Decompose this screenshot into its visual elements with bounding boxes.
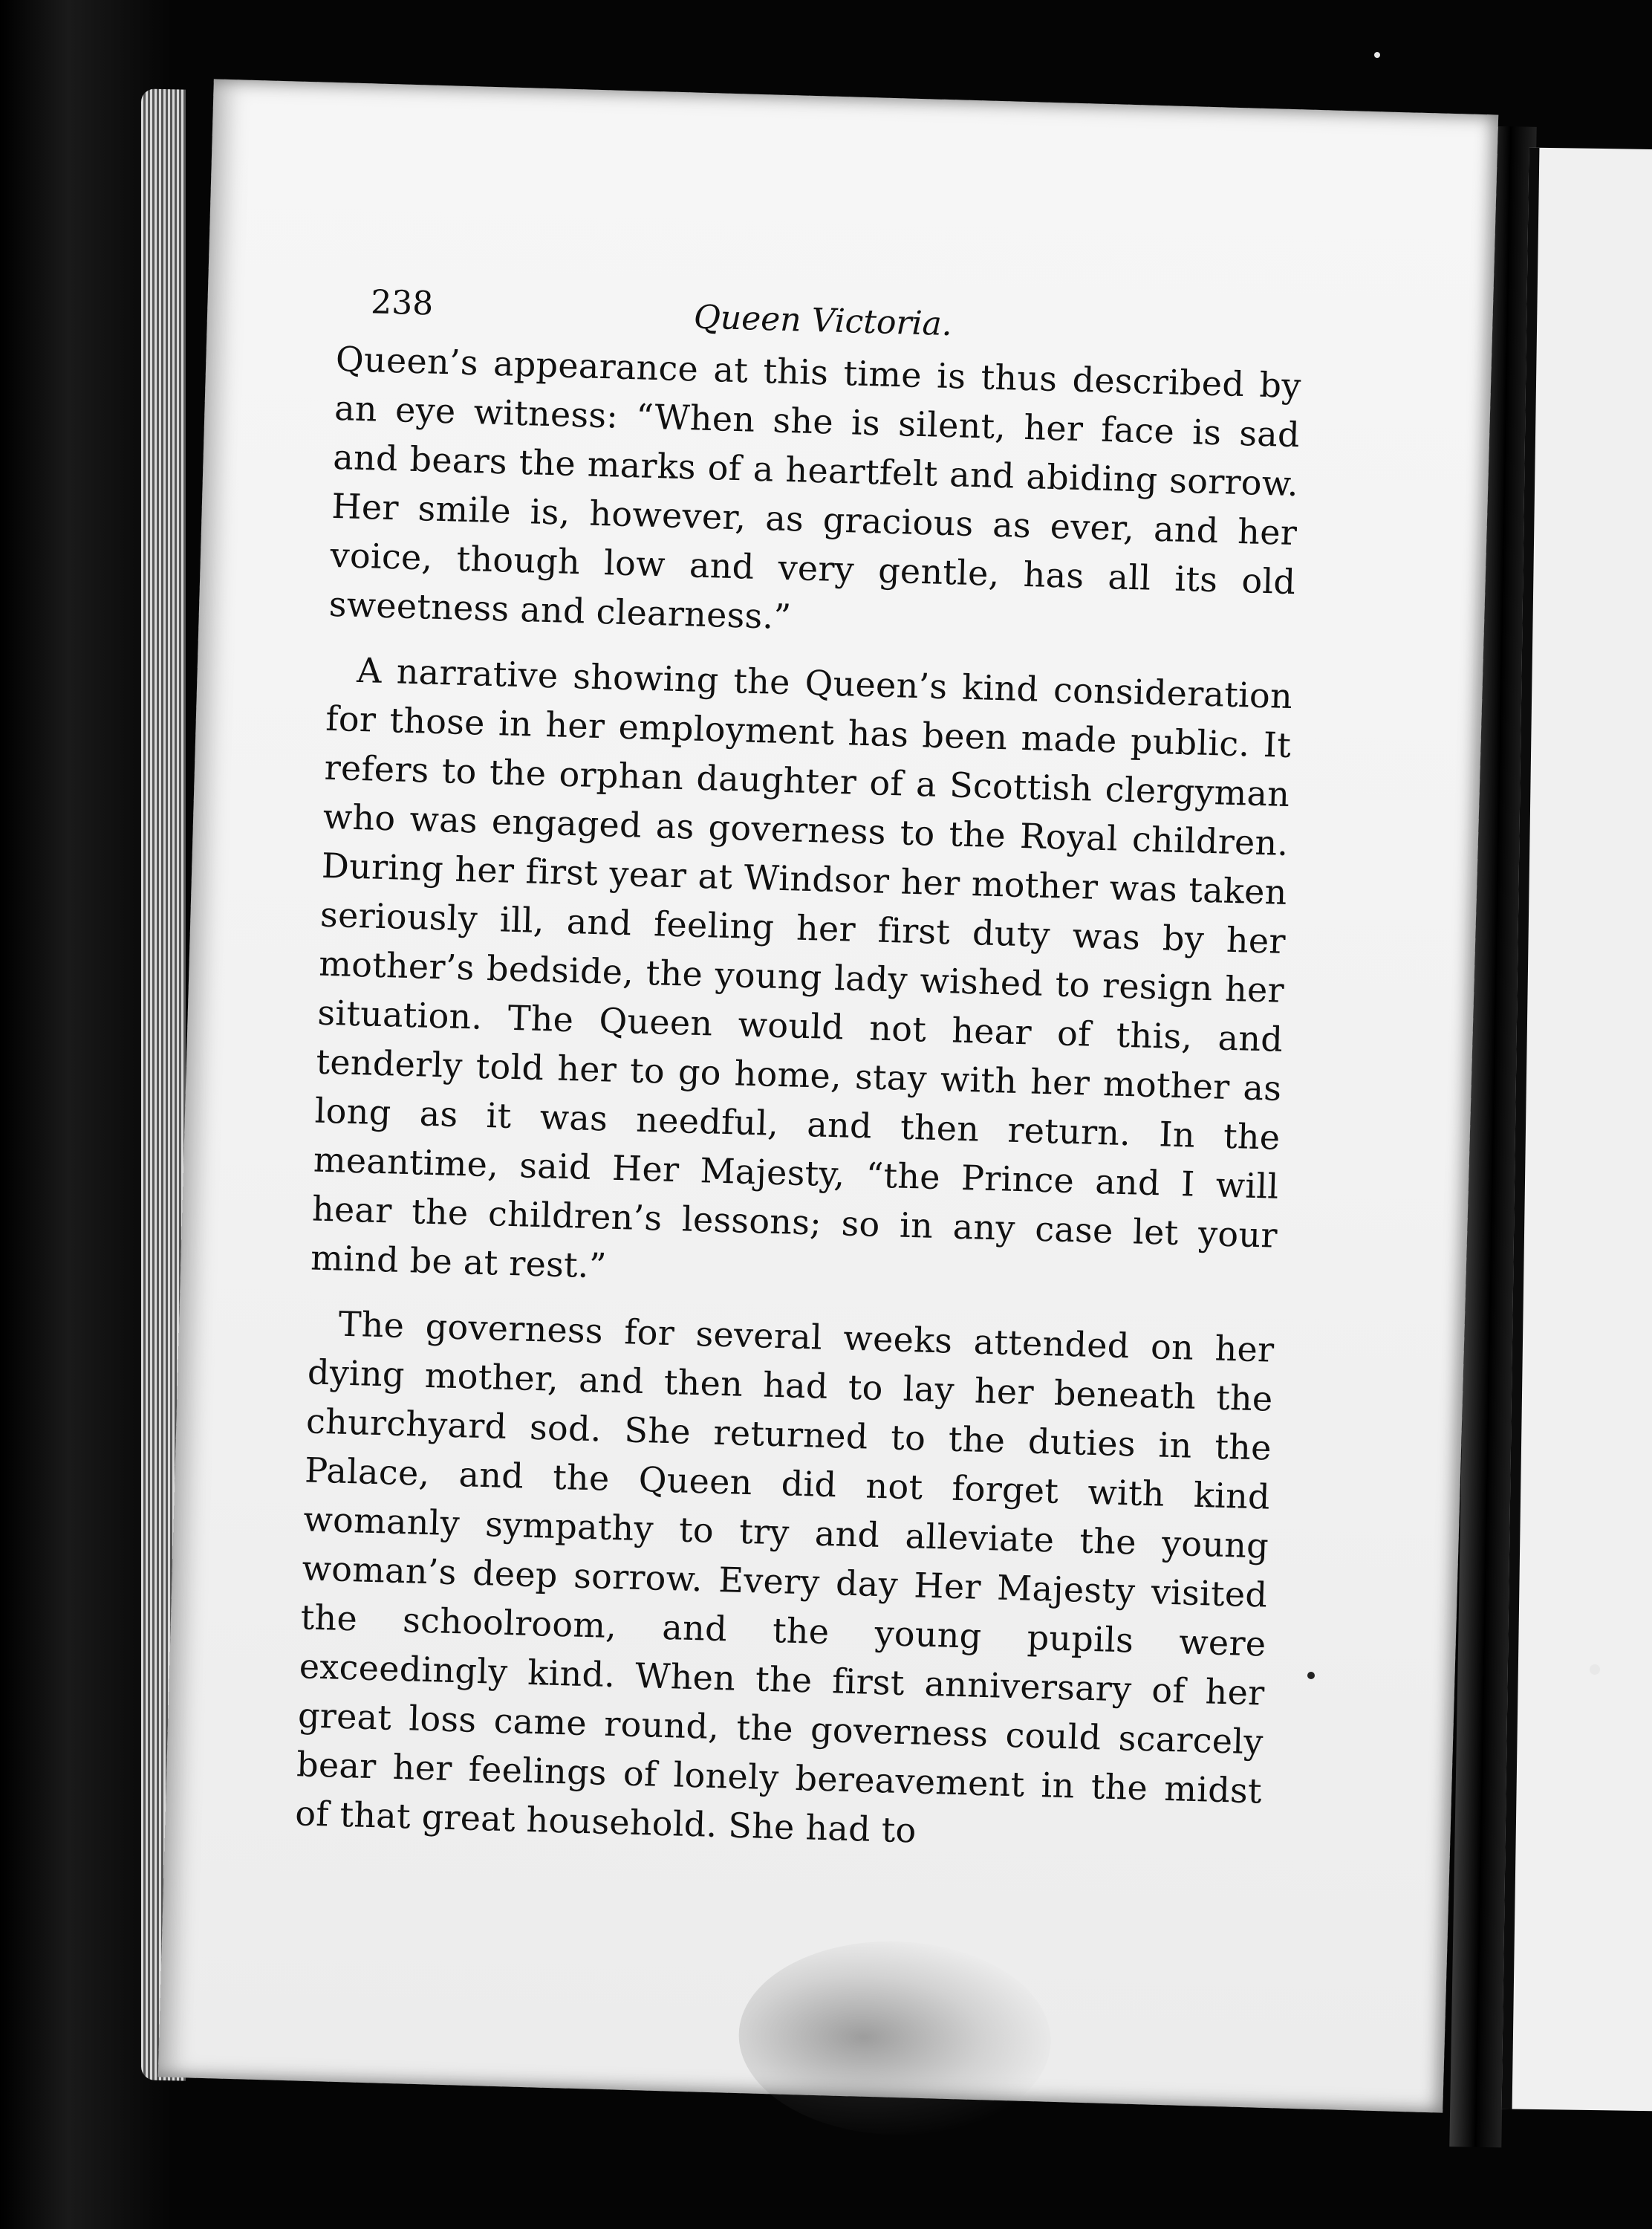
speck	[1590, 1664, 1600, 1675]
page-text	[294, 282, 1304, 1881]
speck	[1374, 52, 1380, 58]
paragraph-1: Queen’s appearance at this time is thus described by an eye witness: “When she is silent, her face is sad and bears the marks of a heartfelt and abiding sorrow. Her smile is, however, as gracious as ever, and her voice, though low and very gentle, has all its old sweetness and clearness.”	[328, 338, 1302, 637]
paragraph-3: The governess for several weeks attended on her dying mother, and then had to lay her beneath the churchyard sod. She returned to the duties in the Palace, and the Queen did not forget with kind womanly sympathy to try and alleviate the young woman’s deep sorrow. Every day Her Majesty visited the schoolroom, and the young pupils were exceedingly kind. When the first anniversary of her great loss came round, the governess could scarcely bear her feelings of lonely bereavement in the midst of that great household. She had to	[294, 1303, 1275, 1851]
page-number: 238	[370, 283, 434, 323]
running-title: Queen Victoria.	[693, 298, 953, 344]
facing-page	[1502, 148, 1652, 2112]
speck	[1307, 1672, 1315, 1679]
page-smudge	[736, 1937, 1053, 2139]
paragraph-2: A narrative showing the Queen’s kind consideration for those in her employment has been made public. It refers to the orphan daughter of a Scottish clergyman who was engaged as governess to the Royal children. During her first year at Windsor her mother was taken seriously ill, and feeling her first duty was by her mother’s bedside, the young lady wished to resign her situation. The Queen would not hear of this, and tenderly told her to go home, stay with her mother as long as it was needful, and then return. In the meantime, said Her Majesty, “the Prince and I will hear the children’s lessons; so in any case let your mind be at rest.”	[310, 649, 1293, 1286]
